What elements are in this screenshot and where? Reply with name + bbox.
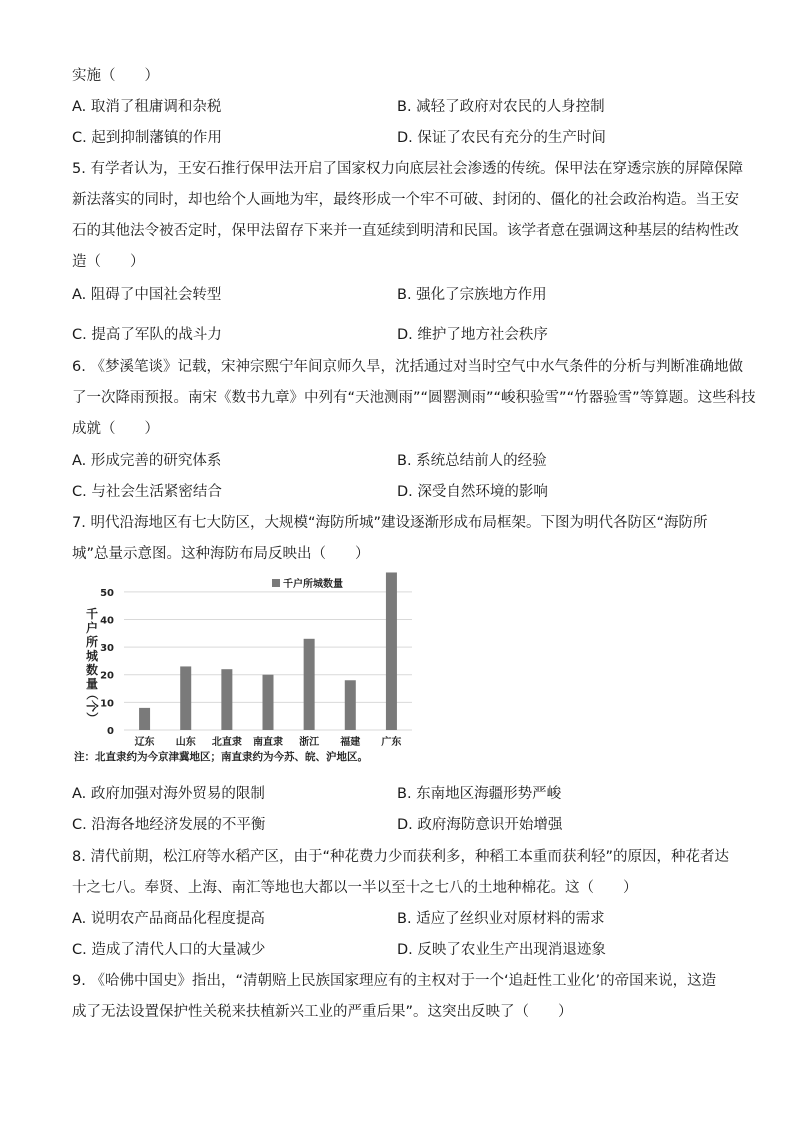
y-tick-label: 50	[100, 587, 114, 599]
y-label-char: 城	[85, 649, 99, 663]
chart-legend	[272, 577, 343, 590]
q8-stem-line: 8. 清代前期，松江府等水稻产区，由于“种花费力少而获利多，种稻工本重而获利轻”的原因，种花者达	[72, 849, 729, 865]
q5-stem-line: 新法落实的同时，却也给个人画地为牢，最终形成一个牢不可破、封闭的、僵化的社会政治构造。当王安	[72, 192, 739, 208]
chart-note: 注：北直隶约为今京津冀地区；南直隶约为今苏、皖、沪地区。	[74, 751, 368, 763]
q6-option-b[interactable]: B. 系统总结前人的经验	[397, 453, 547, 469]
q7-option-d[interactable]: D. 政府海防意识开始增强	[397, 817, 563, 833]
y-tick-label: 10	[100, 698, 114, 710]
chart-x-ticks	[135, 735, 402, 748]
q7-option-c[interactable]: C. 沿海各地经济发展的不平衡	[72, 817, 266, 833]
bar	[180, 666, 191, 730]
x-tick-label: 山东	[175, 737, 196, 748]
q8-option-b[interactable]: B. 适应了丝织业对原材料的需求	[397, 911, 605, 927]
q8-option-d[interactable]: D. 反映了农业生产出现消退迹象	[397, 942, 606, 958]
y-label-char: 千	[85, 607, 99, 621]
x-tick-label: 广东	[381, 737, 402, 748]
x-tick-label: 浙江	[299, 737, 320, 748]
y-tick-label: 20	[100, 670, 114, 682]
q4-option-c[interactable]: C. 起到抑制藩镇的作用	[72, 130, 222, 146]
y-tick-label: 40	[100, 615, 114, 627]
chart-bars	[139, 572, 397, 730]
q9-stem-line: 9. 《哈佛中国史》指出，“清朝赔上民族国家理应有的主权对于一个‘追赶性工业化’的帝国来说，这造	[72, 973, 717, 989]
x-tick-label: 北直隶	[211, 737, 242, 748]
y-tick-label: 0	[107, 726, 114, 737]
q7-stem-line: 城”总量示意图。这种海防布局反映出（ ）	[72, 546, 370, 562]
x-tick-label: 南直隶	[253, 737, 283, 748]
q6-stem-line: 了一次降雨预报。南宋《数书九章》中列有“天池测雨”“圆罂测雨”“峻积验雪”“竹器验雪”等算题。这些科技	[72, 390, 756, 406]
q7-option-b[interactable]: B. 东南地区海疆形势严峻	[397, 786, 562, 802]
q4-stem-tail: 实施（ ）	[72, 68, 159, 84]
haifang-bar-chart	[72, 570, 432, 770]
chart-y-ticks	[100, 588, 114, 737]
x-tick-label: 辽东	[134, 737, 155, 748]
q7-option-a[interactable]: A. 政府加强对海外贸易的限制	[72, 786, 265, 802]
y-label-char: 户	[85, 621, 99, 635]
bar	[139, 708, 150, 730]
q7-stem-line: 7. 明代沿海地区有七大防区，大规模“海防所城”建设逐渐形成布局框架。下图为明代各防区“海防所	[72, 515, 708, 531]
q6-option-c[interactable]: C. 与社会生活紧密结合	[72, 484, 222, 500]
q6-option-a[interactable]: A. 形成完善的研究体系	[72, 453, 222, 469]
chart-svg	[72, 570, 432, 770]
y-label-char: 所	[85, 635, 99, 649]
bar	[345, 680, 356, 730]
q5-stem-line: 5. 有学者认为，王安石推行保甲法开启了国家权力向底层社会渗透的传统。保甲法在穿透宗族的屏障保障	[72, 161, 743, 177]
chart-y-label	[85, 606, 100, 724]
y-label-char: 量	[85, 677, 99, 691]
q4-option-b[interactable]: B. 减轻了政府对农民的人身控制	[397, 99, 605, 115]
legend-swatch	[272, 579, 280, 587]
bar	[221, 669, 232, 730]
x-tick-label: 福建	[340, 737, 361, 748]
q9-stem-line: 成了无法设置保护性关税来扶植新兴工业的严重后果”。这突出反映了（ ）	[72, 1004, 573, 1020]
q6-option-d[interactable]: D. 深受自然环境的影响	[397, 484, 548, 500]
q8-option-c[interactable]: C. 造成了清代人口的大量减少	[72, 942, 266, 958]
q5-stem-line: 造（ ）	[72, 254, 145, 270]
q8-stem-line: 十之七八。奉贤、上海、南汇等地也大都以一半以至十之七八的土地种棉花。这（ ）	[72, 880, 638, 896]
legend-label: 千户所城数量	[283, 579, 343, 590]
q5-option-d[interactable]: D. 维护了地方社会秩序	[397, 327, 548, 343]
q5-stem-line: 石的其他法令被否定时，保甲法留存下来并一直延续到明清和民国。该学者意在强调这种基层的结构性改	[72, 223, 739, 239]
q5-option-b[interactable]: B. 强化了宗族地方作用	[397, 287, 547, 303]
bar	[386, 572, 397, 730]
y-tick-label: 30	[100, 643, 114, 655]
q6-stem-line: 6. 《梦溪笔谈》记载，宋神宗熙宁年间京师久旱，沈括通过对当时空气中水气条件的分析与判断准确地做	[72, 359, 743, 375]
q5-option-a[interactable]: A. 阻碍了中国社会转型	[72, 287, 222, 303]
q4-option-d[interactable]: D. 保证了农民有充分的生产时间	[397, 130, 606, 146]
q8-option-a[interactable]: A. 说明农产品商品化程度提高	[72, 911, 265, 927]
q6-stem-line: 成就（ ）	[72, 421, 159, 437]
bar	[263, 675, 274, 730]
y-label-unit: （个）	[85, 687, 99, 725]
bar	[304, 639, 315, 730]
y-label-char: 数	[85, 663, 99, 677]
q5-option-c[interactable]: C. 提高了军队的战斗力	[72, 327, 222, 343]
q4-option-a[interactable]: A. 取消了租庸调和杂税	[72, 99, 222, 115]
